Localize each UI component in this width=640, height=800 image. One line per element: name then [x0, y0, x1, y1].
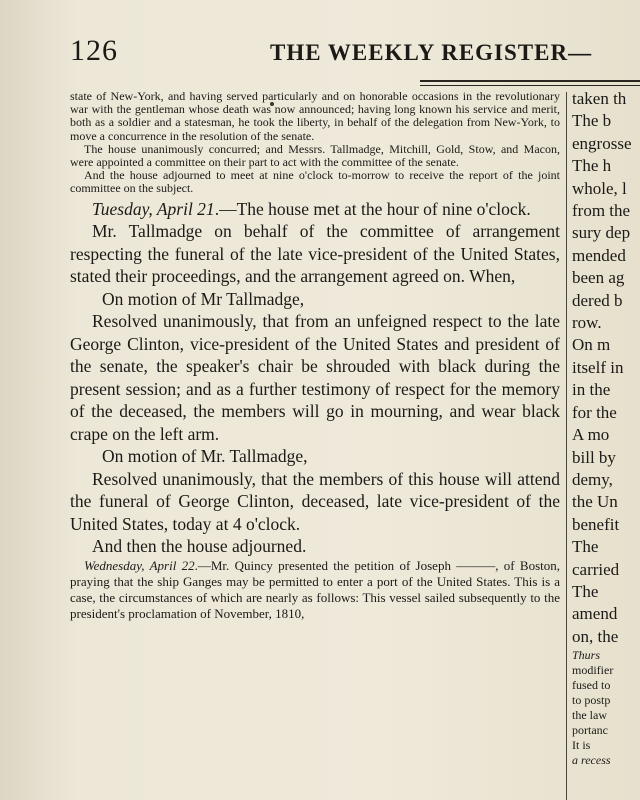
- right-line: in the: [572, 380, 611, 400]
- column-divider: [566, 92, 567, 800]
- right-line: dered b: [572, 290, 623, 310]
- paragraph-house-adjourned: And the house adjourned to meet at nine o'clock to-morrow to receive the report of the joint committee on the subject.: [70, 168, 560, 196]
- right-line: itself in: [572, 357, 624, 377]
- paragraph-committee-appointed: The house unanimously concurred; and Messrs. Tallmadge, Mitchill, Gold, Stow, and Macon, were appointed a committee on their part to act with the committee of the senate.: [70, 141, 560, 170]
- right-line: The: [572, 537, 599, 557]
- right-line: whole, l: [572, 178, 627, 198]
- right-line: demy,: [572, 469, 613, 489]
- paragraph-adjourned: And then the house adjourned.: [92, 536, 307, 557]
- header-rule-thin: [420, 85, 640, 86]
- large-print-section: [70, 198, 560, 558]
- right-line: for the: [572, 402, 617, 422]
- right-line-small: fused to: [572, 678, 611, 693]
- wednesday-text: .—Mr. Quincy presented the petition of Joseph ———, of Boston, praying that the ship Ganges may be permitted to enter a port of the United States. This is a case, the circumstances of which are nearly as follows: This vessel sailed subsequently to the president's proclamation of November, 1810,: [70, 557, 560, 621]
- masthead-title: THE WEEKLY REGISTER—: [270, 40, 593, 65]
- right-line: A mo: [572, 425, 610, 445]
- paragraph-tuesday: [70, 198, 560, 221]
- tuesday-text: .—The house met at the hour of nine o'clock.: [214, 198, 531, 219]
- right-line: The b: [572, 111, 612, 131]
- right-line: On m: [572, 335, 611, 355]
- page-number: 126: [70, 34, 118, 67]
- right-line: been ag: [572, 268, 625, 288]
- right-line-small: Thurs: [572, 648, 601, 663]
- right-line-small: the law: [572, 708, 607, 723]
- right-line: amend: [572, 604, 618, 624]
- right-line: mended: [572, 245, 626, 265]
- right-line: sury dep: [572, 223, 631, 243]
- motion-tallmadge-1: On motion of Mr Tallmadge,: [102, 288, 305, 309]
- right-line: bill by: [572, 447, 616, 467]
- right-line: row.: [572, 313, 602, 333]
- right-line: The h: [572, 156, 612, 176]
- right-line-small: modifier: [572, 663, 614, 678]
- paragraph-wednesday: [70, 558, 560, 622]
- right-line: the Un: [572, 492, 618, 512]
- wednesday-section: [70, 558, 560, 622]
- resolution-attend-funeral: Resolved unanimously, that the members of this house will attend the funeral of George Clinton, deceased, late vice-president of the United States, today at 4 o'clock.: [70, 468, 560, 534]
- date-wednesday: Wednesday, April 22: [84, 557, 195, 573]
- paragraph-arrangement: Mr. Tallmadge on behalf of the committee of arrangement respecting the funeral of the late vice-president of the United States, stated their proceedings, and the arrangement agreed on. When,: [70, 221, 560, 287]
- right-line: on, the: [572, 626, 619, 646]
- right-line: The: [572, 581, 599, 601]
- right-line: taken th: [572, 89, 627, 108]
- right-line-small: It is: [572, 738, 591, 753]
- right-line: from the: [572, 201, 631, 221]
- motion-tallmadge-2: On motion of Mr. Tallmadge,: [102, 446, 308, 467]
- paragraph-new-york-delegation: state of New-York, and having served particularly and on honorable occasions in the revolutionary war with the gentleman whose death was now announced; having long known his service and merit, both as a soldier and a statesman, he took the liberty, in behalf of the delegation from New-York, to move a concurrence in the resolution of the senate.: [70, 89, 560, 143]
- right-line: benefit: [572, 514, 620, 534]
- resolution-chair-shrouded: Resolved unanimously, that from an unfeigned respect to the late George Clinton, vice-president of the United States and president of the senate, the speaker's chair be shrouded with black during the present session; and as a further testimony of respect for the memory of the deceased, the members will go in mourning, and wear black crape on the left arm.: [70, 311, 560, 444]
- right-line-small: portanc: [572, 723, 608, 738]
- right-line-small: a recess: [572, 753, 611, 768]
- page-header: [70, 30, 640, 80]
- header-rule: [420, 80, 640, 82]
- right-line: engrosse: [572, 133, 632, 153]
- right-line: carried: [572, 559, 620, 579]
- date-tuesday: Tuesday, April 21: [92, 198, 215, 219]
- right-column: [572, 88, 640, 768]
- right-line-small: to postp: [572, 693, 611, 708]
- small-print-section: [70, 90, 560, 196]
- main-column: [70, 90, 560, 622]
